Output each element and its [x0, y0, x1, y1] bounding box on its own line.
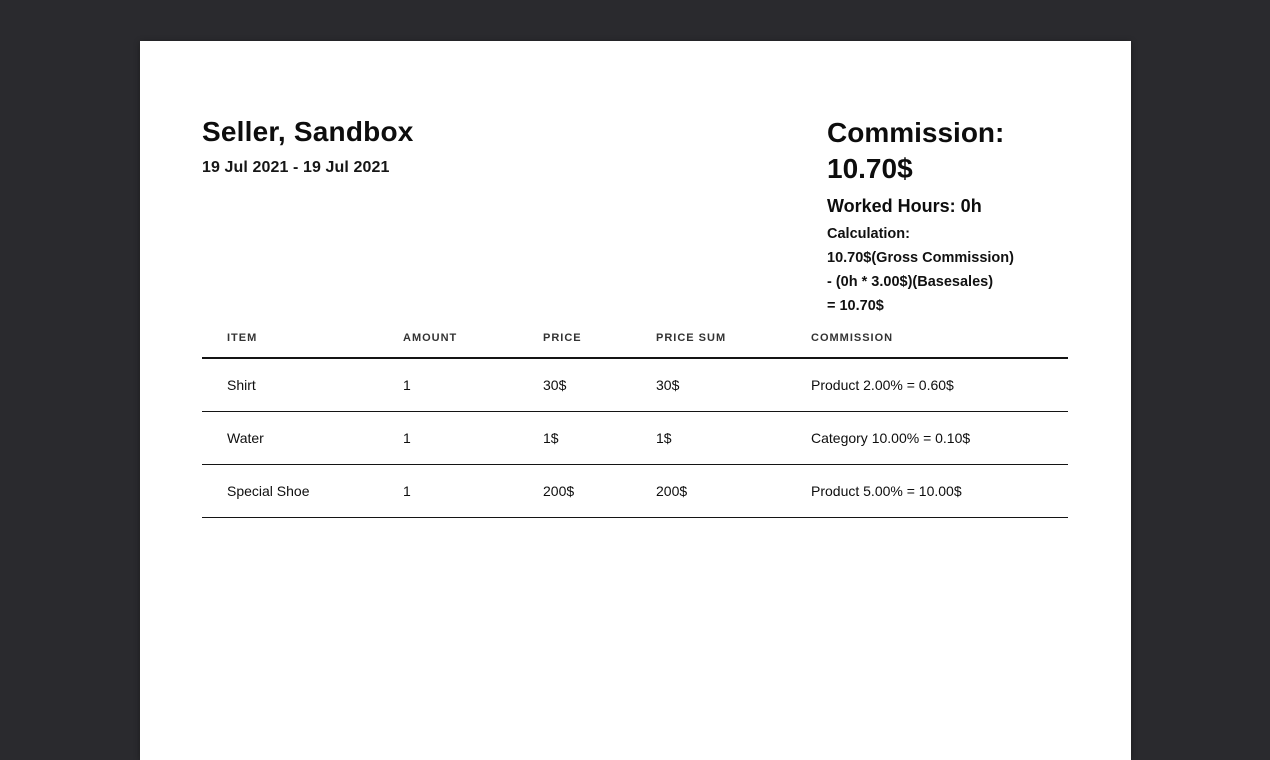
- column-header-commission: COMMISSION: [786, 318, 1068, 358]
- cell-amount: 1: [378, 358, 518, 411]
- cell-item: Shirt: [202, 358, 378, 411]
- table-row: [202, 464, 1068, 517]
- cell-price: 200$: [518, 464, 631, 517]
- cell-amount: 1: [378, 464, 518, 517]
- table-header-row: [202, 318, 1068, 358]
- column-header-amount: AMOUNT: [378, 318, 518, 358]
- commission-report-page: [140, 41, 1131, 760]
- cell-commission: Category 10.00% = 0.10$: [786, 411, 1068, 464]
- cell-price-sum: 1$: [631, 411, 786, 464]
- cell-price-sum: 200$: [631, 464, 786, 517]
- calculation-gross-line: 10.70$(Gross Commission): [827, 250, 1014, 266]
- calculation-block: [827, 222, 1068, 318]
- worked-hours: Worked Hours: 0h: [827, 196, 982, 216]
- cell-item: Water: [202, 411, 378, 464]
- cell-amount: 1: [378, 411, 518, 464]
- seller-name: Seller, Sandbox: [202, 116, 414, 147]
- column-header-item: ITEM: [202, 318, 378, 358]
- column-header-price-sum: PRICE SUM: [631, 318, 786, 358]
- cell-price: 30$: [518, 358, 631, 411]
- cell-price-sum: 30$: [631, 358, 786, 411]
- calculation-result-line: = 10.70$: [827, 298, 884, 314]
- date-range: 19 Jul 2021 - 19 Jul 2021: [202, 159, 390, 176]
- calculation-deduction-line: - (0h * 3.00$)(Basesales): [827, 274, 994, 290]
- calculation-label: Calculation:: [827, 226, 910, 242]
- cell-item: Special Shoe: [202, 464, 378, 517]
- report-content: [140, 41, 1131, 518]
- column-header-price: PRICE: [518, 318, 631, 358]
- table-row: [202, 358, 1068, 411]
- report-header: [202, 115, 1068, 318]
- commission-summary: [827, 115, 1068, 318]
- cell-commission: Product 2.00% = 0.60$: [786, 358, 1068, 411]
- commission-total: Commission: 10.70$: [827, 117, 1005, 184]
- seller-block: [202, 115, 414, 177]
- table-row: [202, 411, 1068, 464]
- cell-price: 1$: [518, 411, 631, 464]
- cell-commission: Product 5.00% = 10.00$: [786, 464, 1068, 517]
- items-table: [202, 318, 1068, 518]
